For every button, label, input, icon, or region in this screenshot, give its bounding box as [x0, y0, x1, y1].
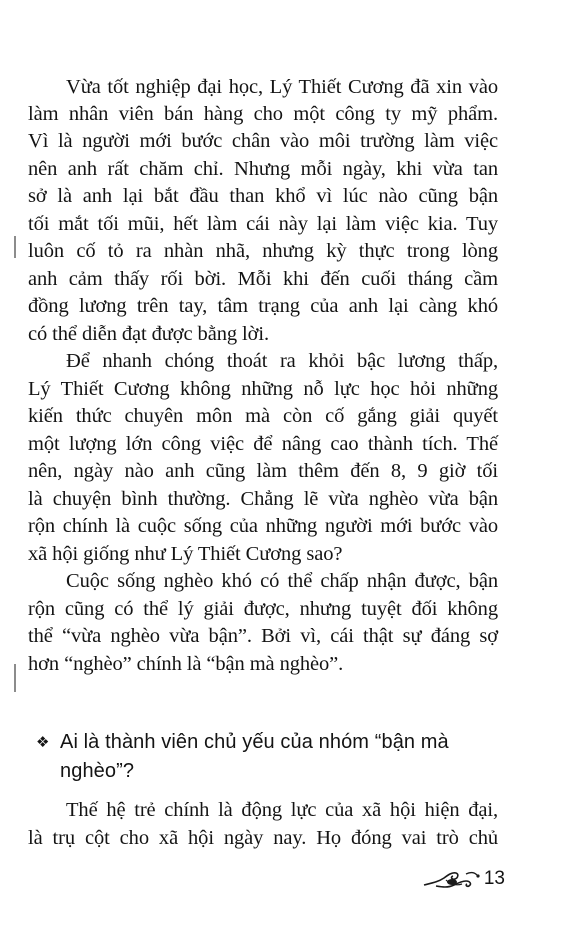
text-line: là trụ cột cho xã hội ngày nay. Họ đóng vai trò chủ [28, 827, 498, 849]
text-line: Vừa tốt nghiệp đại học, Lý Thiết Cương đã xin vào [66, 76, 498, 98]
text-line: đồng lương trên tay, tâm trạng của anh lại càng khó [28, 295, 498, 317]
text-line: thể “vừa nghèo vừa bận”. Bởi vì, cái thật sự đáng sợ [28, 625, 498, 647]
text-line: sở là anh lại bắt đầu than khổ vì lúc nào cũng bận [28, 185, 498, 207]
text-line: nên, ngày nào anh cũng làm thêm đến 8, 9 giờ tối [28, 460, 498, 482]
text-line: anh cảm thấy rối bời. Mỗi khi đến cuối tháng cầm [28, 268, 498, 290]
text-line: rộn cũng có thể lý giải được, nhưng tuyệt đối không [28, 598, 498, 620]
text-line: Vì là người mới bước chân vào môi trường làm việc [28, 130, 498, 152]
text-line: làm nhân viên bán hàng cho một công ty mỹ phẩm. [28, 103, 498, 125]
text-line: luôn cố tỏ ra nhàn nhã, nhưng kỳ thực trong lòng [28, 240, 498, 262]
margin-mark-upper [14, 236, 16, 258]
decorative-flourish-icon [422, 866, 482, 892]
text-line: tối mắt tối mũi, hết làm cái này lại làm việc kia. Tuy [28, 213, 498, 235]
text-line: rộn chính là cuộc sống của những người mới bước vào [28, 515, 498, 537]
text-line: Cuộc sống nghèo khó có thể chấp nhận được, bận [66, 570, 498, 592]
text-line: Lý Thiết Cương không những nỗ lực học hỏi những [28, 378, 498, 400]
diamond-bullet-icon: ❖ [36, 734, 50, 751]
text-line: là chuyện bình thường. Chẳng lẽ vừa nghèo vừa bận [28, 488, 498, 510]
text-line: xã hội giống như Lý Thiết Cương sao? [28, 543, 343, 565]
text-line: nên anh rất chăm chỉ. Nhưng mỗi ngày, khi vừa tan [28, 158, 498, 180]
text-line: hơn “nghèo” chính là “bận mà nghèo”. [28, 653, 344, 675]
margin-mark-lower [14, 664, 16, 692]
page-footer [422, 866, 505, 892]
text-line: có thể diễn đạt được bằng lời. [28, 323, 269, 345]
text-line: Để nhanh chóng thoát ra khỏi bậc lương thấp, [66, 350, 498, 372]
page-number: 13 [483, 868, 505, 889]
text-line: một lượng lớn công việc để nâng cao thành tích. Thế [28, 433, 498, 455]
heading-line [36, 729, 498, 756]
heading-line: nghèo”? [60, 760, 135, 782]
heading-text: Ai là thành viên chủ yếu của nhóm “bận mà [60, 731, 449, 753]
text-line: kiến thức chuyên môn mà còn cố gắng giải quyết [28, 405, 498, 427]
text-line: Thế hệ trẻ chính là động lực của xã hội hiện đại, [66, 799, 498, 821]
